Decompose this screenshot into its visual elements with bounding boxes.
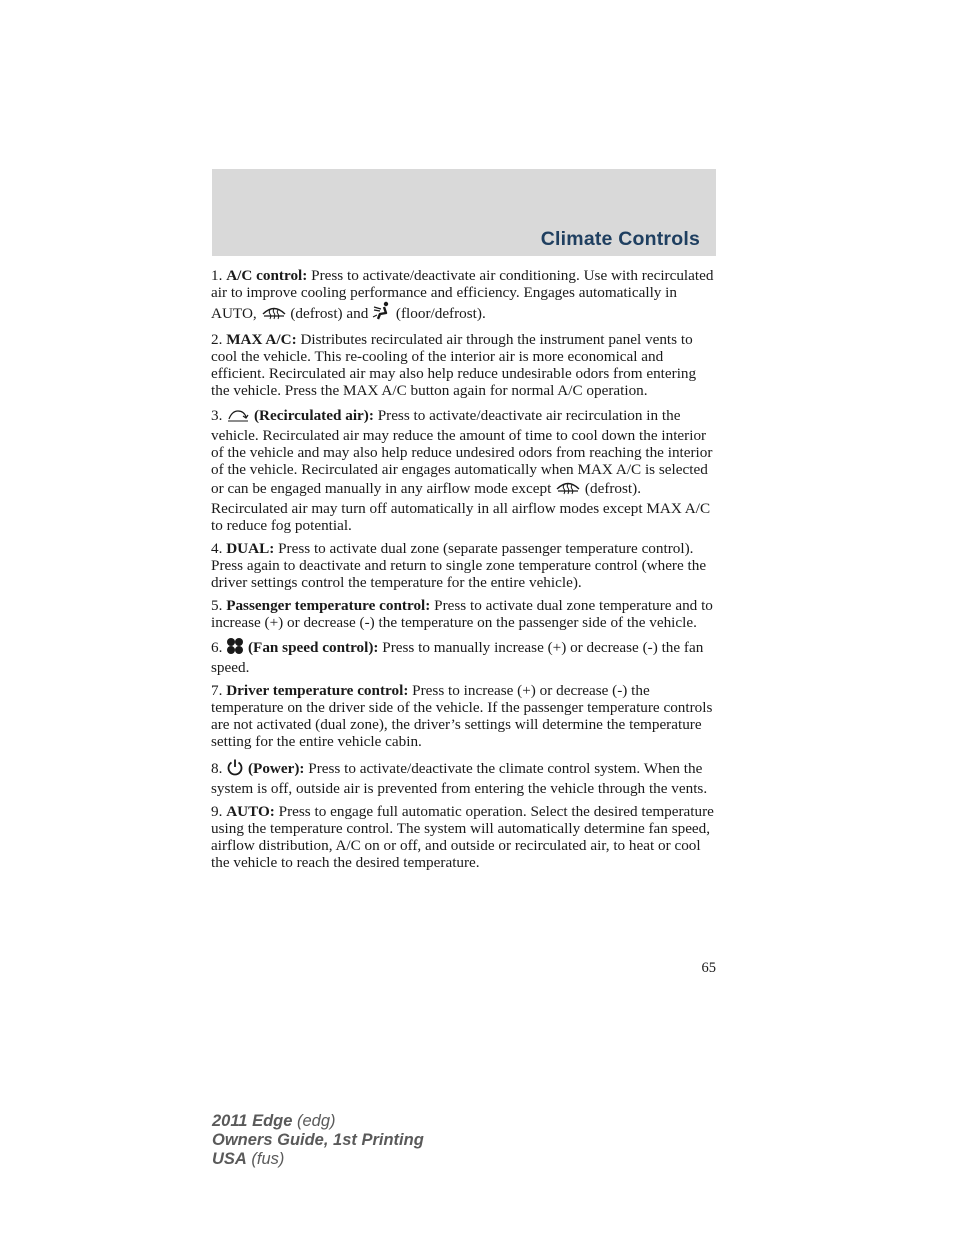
- item-text: Press to activate/deactivate the climate control system. When the system is off, outside air is prevented from entering the vehicle through the vents.: [211, 760, 708, 797]
- document-footer: [212, 1112, 424, 1169]
- item-text: Press to manually increase (+) or decrease (-) the fan speed.: [211, 639, 704, 676]
- item-number: 1.: [211, 267, 223, 284]
- item-text: Press to increase (+) or decrease (-) the temperature on the driver side of the vehicle. If the passenger temperature controls are not activated (dual zone), the driver’s settings will determine the temperature setting for the entire vehicle cabin.: [211, 682, 713, 750]
- item-term: Driver temperature control:: [226, 682, 409, 699]
- item-number: 6.: [211, 639, 223, 656]
- item-number: 8.: [211, 760, 223, 777]
- item-term: DUAL:: [226, 540, 275, 557]
- item-term: (Recirculated air):: [253, 407, 374, 424]
- item-text: Press to activate/deactivate air recirculation in the vehicle. Recirculated air may reduce the amount of time to cool down the interior of the vehicle and may also help reduce undesired odors from reaching the interior of the vehicle. Recirculated air engages automatically when MAX A/C is selected or can be engaged manually in any airflow mode except: [211, 407, 713, 497]
- footer-market-code: (fus): [246, 1150, 285, 1168]
- item-number: 3.: [211, 407, 223, 424]
- footer-line-model: [212, 1112, 424, 1131]
- item-text: Press to activate dual zone (separate passenger temperature control). Press again to deactivate and return to single zone temperature control (where the driver settings control the temperature for the entire vehicle).: [211, 540, 707, 591]
- item-text: (defrost). Recirculated air may turn off automatically in all airflow modes except MAX A/C to reduce fog potential.: [211, 480, 711, 534]
- list-item-recirculated-air: [211, 407, 717, 534]
- item-number: 5.: [211, 597, 223, 614]
- item-number: 9.: [211, 803, 223, 820]
- item-term: (Fan speed control):: [247, 639, 379, 656]
- power-icon: [226, 758, 244, 780]
- list-item-driver-temperature: [211, 682, 717, 750]
- item-term: AUTO:: [226, 803, 275, 820]
- floor-defrost-icon: [372, 301, 392, 325]
- section-title: Climate Controls: [540, 228, 700, 250]
- item-text: Press to activate dual zone temperature and to increase (+) or decrease (-) the temperature on the passenger side of the vehicle.: [211, 597, 713, 631]
- list-item-max-ac: [211, 331, 717, 399]
- list-item-ac-control: [211, 267, 717, 325]
- list-item-power: [211, 758, 717, 797]
- item-term: A/C control:: [226, 267, 308, 284]
- item-number: 2.: [211, 331, 223, 348]
- recirculated-air-icon: [226, 409, 250, 427]
- item-number: 4.: [211, 540, 223, 557]
- footer-model: 2011 Edge: [212, 1112, 293, 1130]
- footer-line-guide: Owners Guide, 1st Printing: [212, 1131, 424, 1149]
- section-header-band: [212, 169, 716, 256]
- page-body: [211, 267, 717, 877]
- list-item-passenger-temperature: [211, 597, 717, 631]
- item-text: (floor/defrost).: [392, 305, 486, 322]
- item-number: 7.: [211, 682, 223, 699]
- item-term: (Power):: [247, 760, 305, 777]
- item-text: Distributes recirculated air through the instrument panel vents to cool the vehicle. This re-cooling of the interior air is more economical and efficient. Recirculated air may also help reduce undesirable odors from entering the vehicle. Press the MAX A/C button again for normal A/C operation.: [211, 331, 697, 399]
- page-number: 65: [701, 960, 716, 976]
- item-text: Press to engage full automatic operation. Select the desired temperature using the temperature control. The system will automatically determine fan speed, airflow distribution, A/C on or off, and outside or recirculated air, to heat or cool the vehicle to reach the desired temperature.: [211, 803, 714, 871]
- item-term: MAX A/C:: [226, 331, 297, 348]
- list-item-auto: [211, 803, 717, 871]
- list-item-fan-speed: [211, 637, 717, 676]
- footer-model-code: (edg): [292, 1112, 336, 1130]
- footer-line-market: [212, 1150, 424, 1169]
- item-term: Passenger temperature control:: [226, 597, 431, 614]
- item-text: Press to activate/deactivate air conditioning. Use with recirculated air to improve cooling performance and efficiency. Engages automatically in AUTO,: [211, 267, 714, 322]
- fan-icon: [226, 637, 244, 659]
- item-text: (defrost) and: [286, 305, 373, 322]
- defrost-icon: [261, 303, 287, 325]
- footer-market: USA: [212, 1150, 247, 1168]
- list-item-dual: [211, 540, 717, 591]
- defrost-icon: [555, 478, 581, 500]
